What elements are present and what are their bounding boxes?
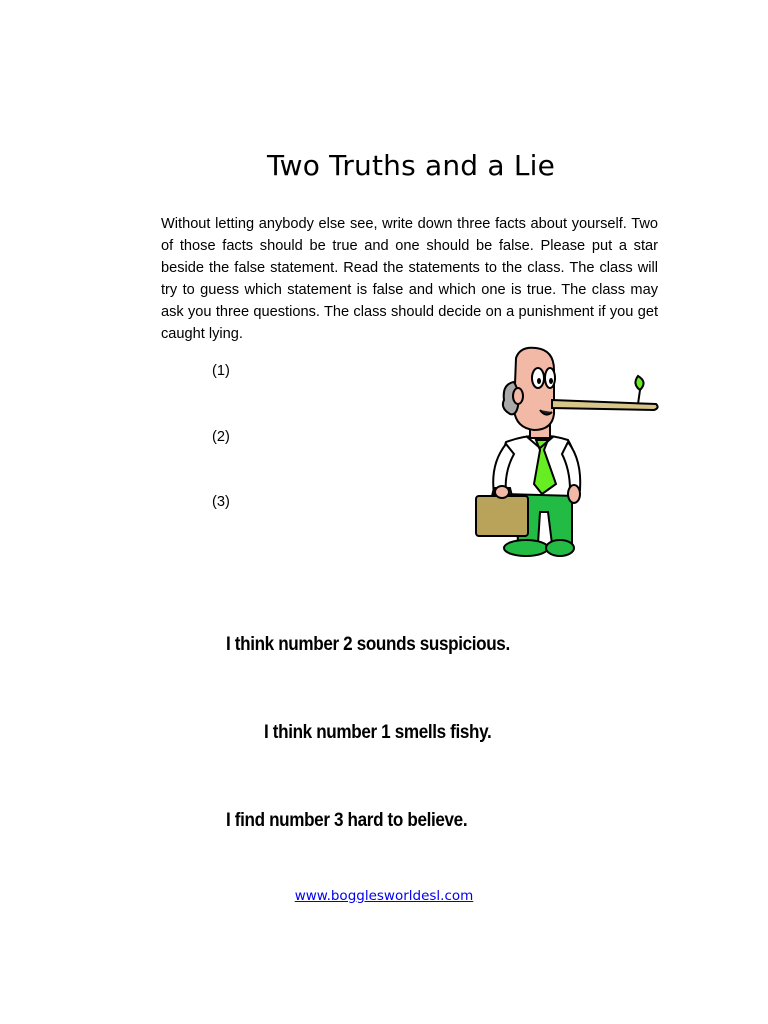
suspicion-phrase-2: I think number 1 smells fishy. (264, 722, 492, 743)
page-title: Two Truths and a Lie (266, 148, 556, 182)
pinocchio-nose-man-icon (468, 344, 664, 562)
fact-number-3: (3) (212, 494, 230, 510)
fact-number-2: (2) (212, 429, 230, 445)
website-link[interactable]: www.bogglesworldesl.com (294, 888, 474, 904)
instructions-paragraph: Without letting anybody else see, write down three facts about yourself. Two of those facts should be true and one should be false. Please put a star beside the false statement. Read the statements to the class. The class will try to guess which statement is false and which one is true. The class may ask you three questions. The class should decide on a punishment if you get caught lying. (161, 216, 658, 342)
suspicion-phrase-3: I find number 3 hard to believe. (226, 810, 468, 831)
fact-number-1: (1) (212, 363, 230, 379)
suspicion-phrase-1: I think number 2 sounds suspicious. (226, 634, 510, 655)
